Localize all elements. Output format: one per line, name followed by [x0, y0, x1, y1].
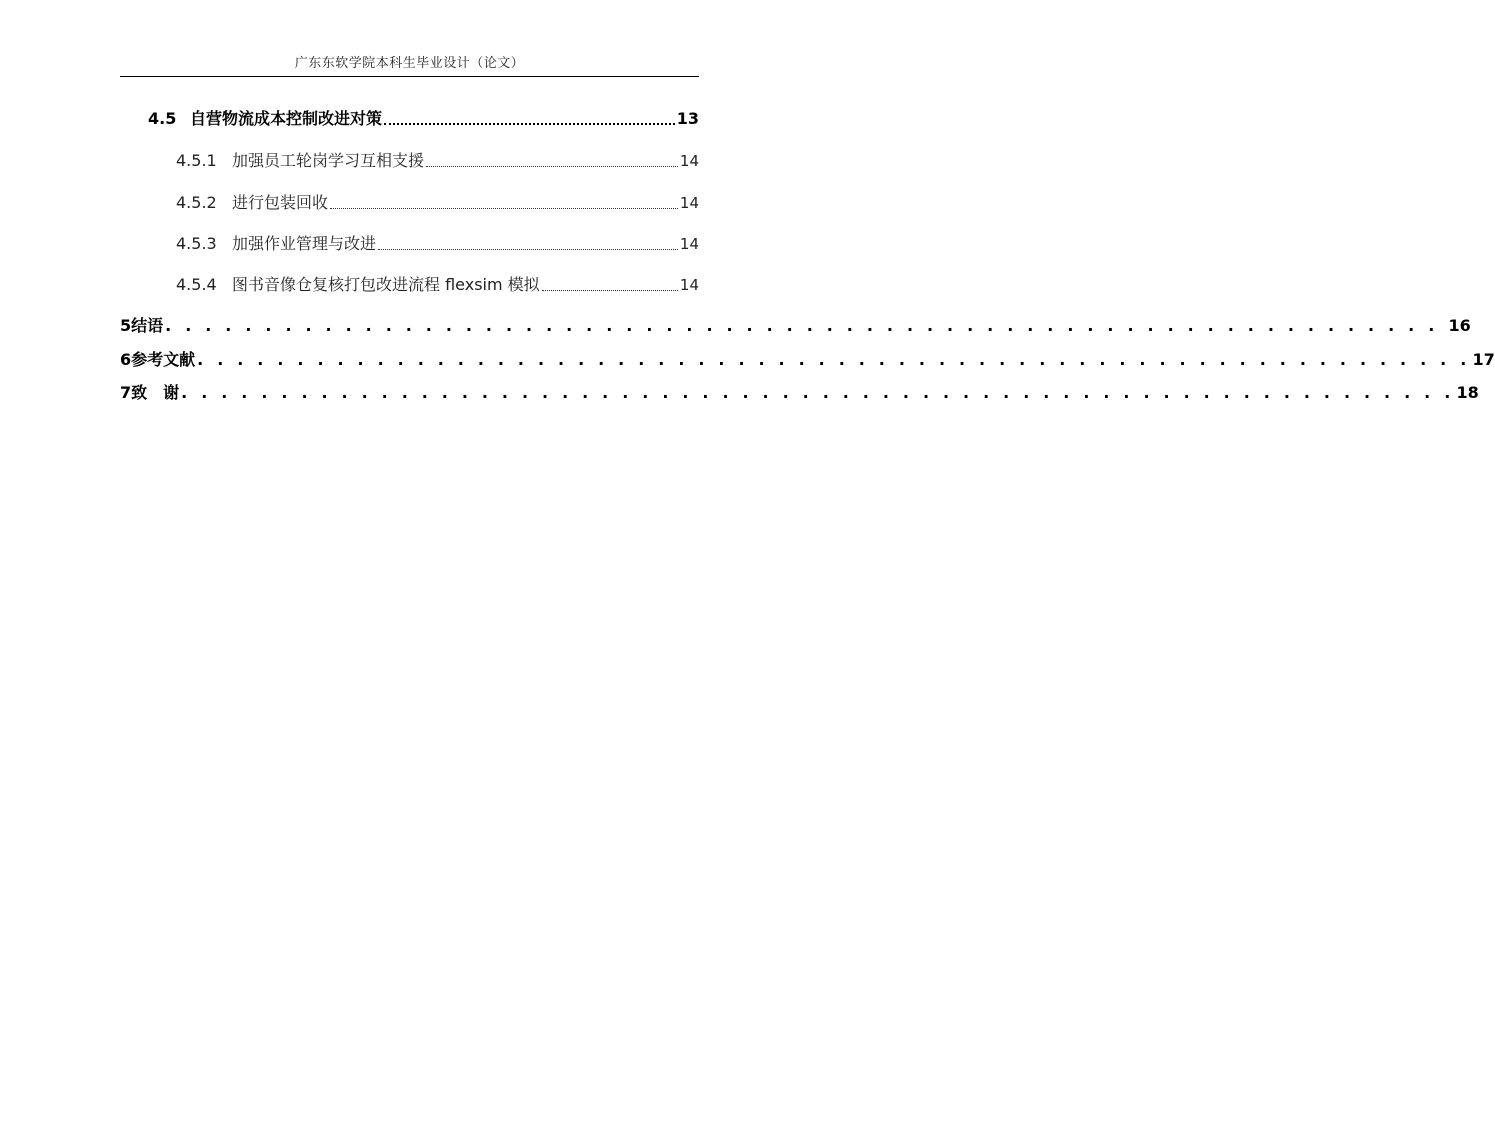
dot-leader: [426, 166, 678, 167]
dot-leader: . . . . . . . . . . . . . . . . . . . . . . . . . . . . . . . . . . . . . . . . . . . . . . . . . . . . . . . . . . . . . . . .: [197, 350, 1471, 369]
toc-title: 致 谢: [131, 383, 180, 402]
toc-title: 加强作业管理与改进: [232, 234, 377, 253]
toc-page-number: 14: [679, 152, 699, 170]
toc-title: 结语: [131, 316, 164, 335]
toc-number: 4.5.1: [176, 151, 217, 170]
toc-title: 参考文献: [131, 350, 196, 369]
toc-entry-6[interactable]: [120, 347, 1495, 370]
toc-title: 加强员工轮岗学习互相支援: [232, 151, 425, 170]
toc-page-number: 14: [679, 194, 699, 212]
dot-leader: [330, 208, 678, 209]
toc-entry-4-5-3[interactable]: [176, 231, 699, 254]
toc-number: 4.5: [148, 109, 177, 128]
toc-entry-4-5-2[interactable]: [176, 190, 699, 213]
dot-leader: . . . . . . . . . . . . . . . . . . . . . . . . . . . . . . . . . . . . . . . . . . . . . . . . . . . . . . . . . . . . . . . .: [181, 383, 1455, 402]
dot-leader: . . . . . . . . . . . . . . . . . . . . . . . . . . . . . . . . . . . . . . . . . . . . . . . . . . . . . . . . . . . . . . . .: [165, 316, 1439, 335]
toc-entry-4-5[interactable]: [148, 106, 699, 129]
toc-entry-5[interactable]: [120, 313, 1471, 336]
dot-leader: [378, 249, 678, 250]
toc-page-number: 18: [1456, 383, 1479, 402]
toc-page-number: 13: [676, 109, 699, 128]
toc-title: 自营物流成本控制改进对策: [190, 109, 383, 128]
toc-title: 图书音像仓复核打包改进流程 flexsim 模拟: [232, 275, 540, 294]
toc-number: 4.5.2: [176, 193, 217, 212]
toc-page-number: 16: [1448, 316, 1471, 335]
header-divider: [120, 76, 699, 77]
toc-entry-4-5-1[interactable]: [176, 148, 699, 171]
toc-title: 进行包装回收: [232, 193, 329, 212]
toc-entry-7[interactable]: [120, 380, 1479, 403]
toc-entry-4-5-4[interactable]: [176, 272, 699, 295]
dot-leader: [384, 123, 675, 125]
toc-page-number: 14: [679, 276, 699, 294]
toc-number: 4.5.4: [176, 275, 217, 294]
toc-number: 7: [120, 383, 132, 402]
toc-page-number: 17: [1472, 350, 1495, 369]
toc-number: 5: [120, 316, 132, 335]
page-header: 广东东软学院本科生毕业设计（论文）: [294, 56, 525, 71]
toc-number: 4.5.3: [176, 234, 217, 253]
toc-page-number: 14: [679, 235, 699, 253]
dot-leader: [542, 290, 678, 291]
toc-number: 6: [120, 350, 132, 369]
